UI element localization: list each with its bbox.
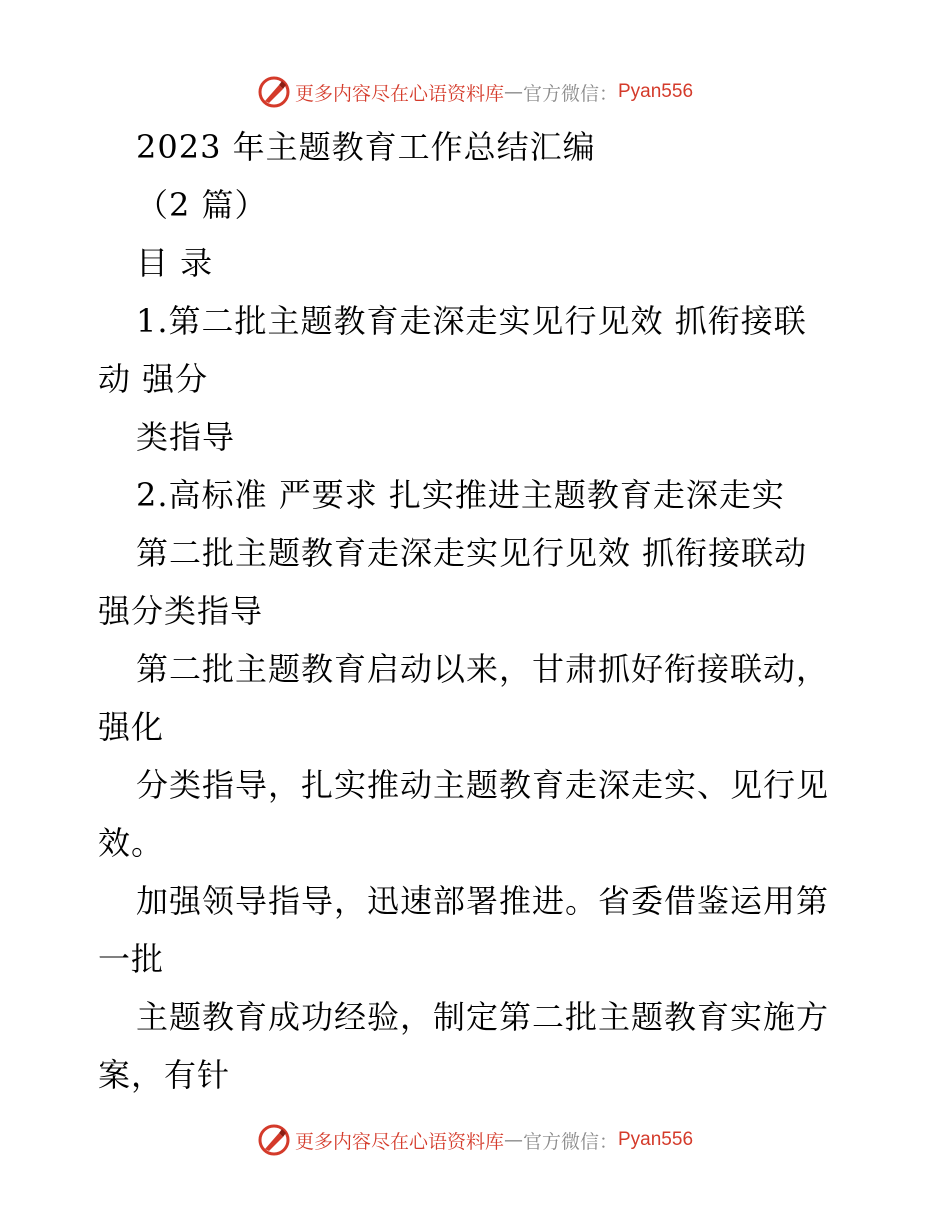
watermark-contact-label: 官方微信： <box>522 82 618 105</box>
watermark-contact-label: 官方微信： <box>522 1130 618 1153</box>
watermark-text: 更多内容尽在心语资料库 <box>294 82 504 105</box>
watermark-separator: — <box>503 81 523 103</box>
watermark-separator: — <box>503 1129 523 1151</box>
watermark-wechat-id: Pyan556 <box>618 81 694 102</box>
toc-item-1: 1.第二批主题教育走深走实见行见效 抓衔接联 <box>136 302 807 340</box>
paragraph-line: 效。 <box>98 824 165 862</box>
document-title: 2023 年主题教育工作总结汇编 <box>136 128 596 166</box>
pen-logo-icon <box>257 1123 291 1157</box>
footer-watermark <box>0 1120 950 1160</box>
paragraph-line: 案，有针 <box>98 1056 231 1094</box>
header-watermark <box>0 72 950 112</box>
section-heading: 第二批主题教育走深走实见行见效 抓衔接联动 <box>136 534 808 572</box>
paragraph-line: 强化 <box>98 708 165 746</box>
paragraph-line: 分类指导，扎实推动主题教育走深走实、见行见 <box>136 766 830 804</box>
watermark-wechat-id: Pyan556 <box>618 1129 694 1150</box>
paragraph-line: 主题教育成功经验，制定第二批主题教育实施方 <box>136 998 830 1036</box>
document-body <box>98 118 858 1104</box>
paragraph-line: 加强领导指导，迅速部署推进。省委借鉴运用第 <box>136 882 830 920</box>
watermark-text: 更多内容尽在心语资料库 <box>294 1130 504 1153</box>
section-heading-continued: 强分类指导 <box>98 592 264 630</box>
toc-item-2: 2.高标准 严要求 扎实推进主题教育走深走实 <box>136 476 785 514</box>
paragraph-line: 一批 <box>98 940 165 978</box>
document-subtitle: （2 篇） <box>136 186 268 224</box>
toc-item-1-continued: 动 强分 <box>98 360 209 398</box>
toc-item-1-continued: 类指导 <box>136 418 236 456</box>
paragraph-line: 第二批主题教育启动以来，甘肃抓好衔接联动， <box>136 650 830 688</box>
pen-logo-icon <box>257 75 291 109</box>
toc-heading: 目 录 <box>136 244 214 282</box>
